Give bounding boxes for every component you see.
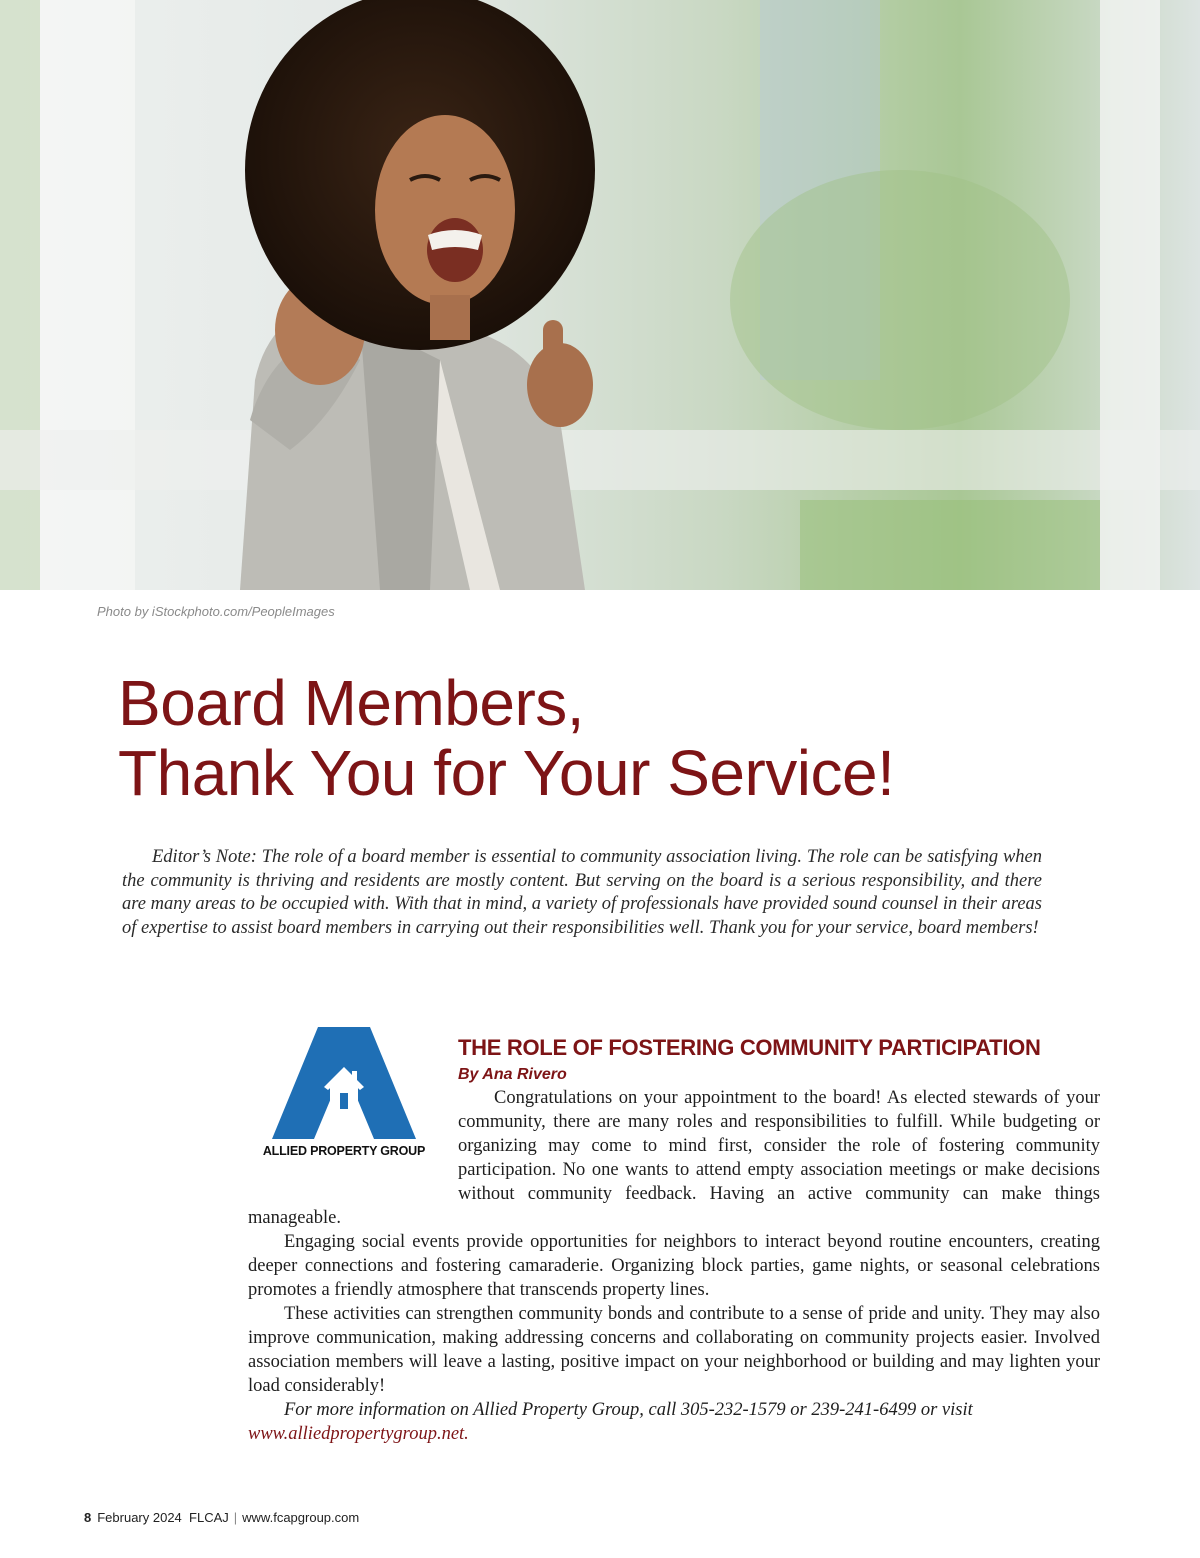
hero-photo — [0, 0, 1200, 590]
website-link[interactable]: www.alliedpropertygroup.net. — [248, 1424, 469, 1444]
footer-issue: February 2024 — [97, 1510, 182, 1525]
page-title — [118, 668, 894, 808]
article-paragraph-1: Congratulations on your appointment to the board! As elected stewards of your community, there are many roles and responsibilities to fulfill. While budgeting or organizing may come to mind first, consider the role of fostering community participation. No one wants to attend empty association meetings or make decisions without community feedback. Having an active community can make things manageable. — [248, 1088, 1100, 1228]
footer-publication: FLCAJ — [189, 1510, 229, 1525]
article-heading: THE ROLE OF FOSTERING COMMUNITY PARTICIPATION — [458, 1035, 1041, 1060]
more-info-text: For more information on Allied Property Group, call 305-232-1579 or 239-241-6499 or visit — [284, 1400, 973, 1420]
article-paragraph-3: These activities can strengthen community bonds and contribute to a sense of pride and unity. They may also improve communication, making addressing concerns and collaborating on community projects easier. Involved association members will leave a lasting, positive impact on your neighborhood or building and may lighten your load considerably! — [248, 1304, 1100, 1396]
more-info — [248, 1398, 1100, 1446]
logo-text: ALLIED PROPERTY GROUP — [262, 1144, 426, 1158]
footer-website[interactable]: www.fcapgroup.com — [242, 1510, 360, 1525]
logo-float-spacer — [248, 1086, 448, 1202]
page-number: 8 — [84, 1510, 92, 1525]
footer-separator: | — [233, 1510, 238, 1525]
title-line-1: Board Members, — [118, 667, 585, 739]
title-line-2: Thank You for Your Service! — [118, 737, 895, 809]
page-footer — [84, 1510, 359, 1525]
article-byline: By Ana Rivero — [458, 1066, 567, 1083]
article-paragraph-2: Engaging social events provide opportunities for neighbors to interact beyond routine encounters, creating deeper connections and fostering camaraderie. Organizing block parties, game nights, or seasonal celebrations promotes a friendly atmosphere that transcends property lines. — [248, 1232, 1100, 1300]
hero-illustration — [0, 0, 1200, 590]
article — [248, 1032, 1100, 1446]
editor-note: Editor’s Note: The role of a board member is essential to community association living. The role can be satisfying when the community is thriving and residents are mostly content. But serving on the board is a serious responsibility, and there are many areas to be occupied with. With that in mind, a variety of professionals have provided sound counsel in their areas of expertise to assist board members in carrying out their responsibilities well. Thank you for your service, board members! — [122, 847, 1042, 938]
photo-credit: Photo by iStockphoto.com/PeopleImages — [97, 604, 335, 619]
